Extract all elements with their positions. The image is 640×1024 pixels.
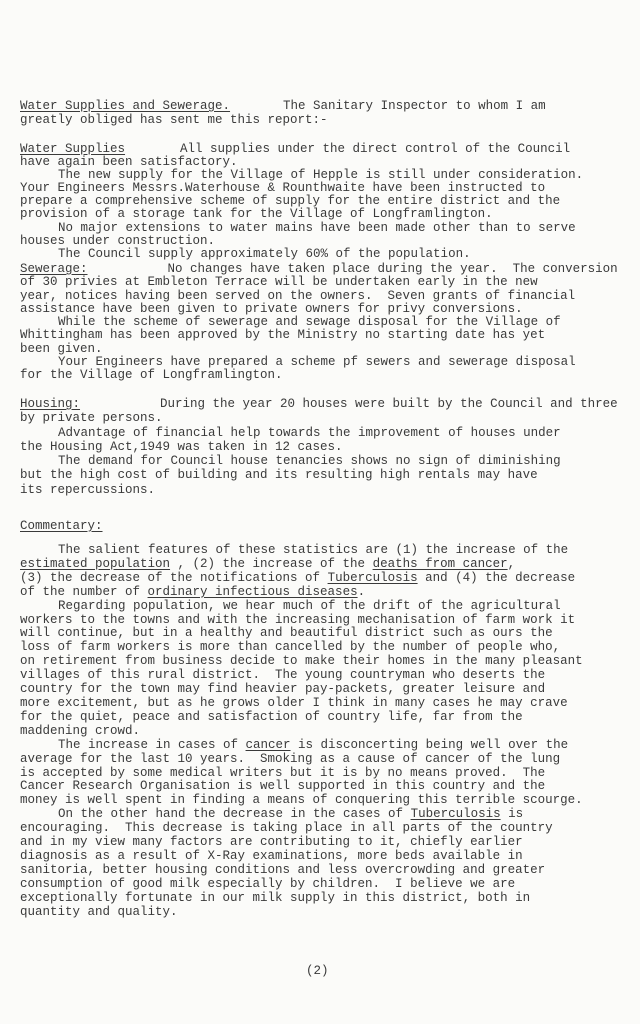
text-span: .: [357, 584, 366, 599]
text-line: [20, 572, 632, 586]
section-heading: Housing:: [20, 397, 81, 411]
text-line: The Sanitary Inspector to whom I am: [283, 99, 546, 113]
text-line: During the year 20 houses were built by the Council and three: [160, 397, 618, 411]
section-heading: Sewerage:: [20, 262, 88, 276]
text-span: is disconcerting being well over the: [290, 737, 569, 752]
text-line: While the scheme of sewerage and sewage disposal for the Village of: [58, 315, 561, 330]
text-line: average for the last 10 years. Smoking as a cause of cancer of the lung: [20, 751, 561, 766]
text-line: houses under construction.: [20, 233, 216, 248]
text-line: the Housing Act,1949 was taken in 12 cases.: [20, 439, 343, 454]
text-line: loss of farm workers is more than cancelled by the number of people who,: [20, 640, 561, 655]
text-span: The increase in cases of: [58, 737, 246, 752]
text-line: and in my view many factors are contributing to it, chiefly earlier: [20, 835, 523, 850]
underlined-text: ordinary infectious diseases: [147, 584, 358, 599]
underlined-text: Tuberculosis: [327, 570, 418, 585]
text-line: Your Engineers have prepared a scheme pf sewers and sewerage disposal: [58, 355, 576, 370]
text-line: Your Engineers Messrs.Waterhouse & Rounthwaite have been instructed to: [20, 181, 546, 196]
text-line: The demand for Council house tenancies shows no sign of diminishing: [58, 454, 561, 469]
text-line: for the Village of Longframlington.: [20, 368, 283, 383]
text-line: assistance have been given to private owners for privy conversions.: [20, 301, 523, 316]
text-line: diagnosis as a result of X-Ray examinations, more beds available in: [20, 848, 523, 863]
text-line: is accepted by some medical writers but it is by no means proved. The: [20, 765, 546, 780]
page-number: (2): [306, 964, 329, 978]
underlined-text: cancer: [245, 737, 291, 752]
commentary-section: [20, 544, 632, 919]
text-span: is: [500, 807, 524, 822]
text-line: its repercussions.: [20, 482, 156, 497]
text-line: consumption of good milk especially by children. I believe we are: [20, 876, 516, 891]
text-line: The Council supply approximately 60% of the population.: [58, 246, 471, 261]
text-span: (3) the decrease of the notifications of: [20, 570, 328, 585]
text-line: more excitement, but as he grows older I think in many cases he may crave: [20, 695, 568, 710]
text-line: quantity and quality.: [20, 904, 178, 919]
text-line: No changes have taken place during the year. The conversion: [167, 262, 618, 276]
text-line: year, notices having been served on the owners. Seven grants of financial: [20, 288, 576, 303]
text-line: The salient features of these statistics are (1) the increase of the: [58, 543, 569, 557]
intro-section: [20, 100, 632, 127]
text-span: ,: [507, 556, 516, 571]
intro-first-line: [20, 100, 632, 114]
text-line: will continue, but in a healthy and beautiful district such as ours the: [20, 626, 553, 641]
text-line: prepare a comprehensive scheme of supply for the entire district and the: [20, 194, 561, 209]
underlined-text: estimated population: [20, 556, 171, 571]
text-line: exceptionally fortunate in our milk supply in this district, both in: [20, 890, 531, 905]
text-line: maddening crowd.: [20, 723, 141, 738]
text-span: and (4) the decrease: [417, 570, 576, 585]
water-supplies-section: [20, 143, 632, 261]
text-line: for the quiet, peace and satisfaction of country life, far from the: [20, 709, 523, 724]
text-line: have again been satisfactory.: [20, 155, 238, 170]
text-line: but the high cost of building and its resulting high rentals may have: [20, 468, 538, 483]
underlined-text: deaths from cancer: [372, 556, 508, 571]
text-line: The new supply for the Village of Hepple is still under consideration.: [58, 168, 584, 183]
text-line: Cancer Research Organisation is well supported in this country and the: [20, 779, 546, 794]
text-span: , (2) the increase of the: [170, 556, 373, 571]
text-line: by private persons.: [20, 411, 163, 426]
text-span: of the number of: [20, 584, 148, 599]
section-heading: Water Supplies: [20, 142, 126, 156]
text-line: [20, 808, 632, 822]
section-heading: Commentary:: [20, 519, 103, 533]
sewerage-first-line: [20, 263, 632, 276]
housing-section: [20, 397, 632, 497]
text-line: [20, 739, 632, 753]
text-line: Advantage of financial help towards the improvement of houses under: [58, 425, 561, 440]
text-line: provision of a storage tank for the Village of Longframlington.: [20, 207, 493, 222]
text-line: sanitoria, better housing conditions and less overcrowding and greater: [20, 862, 546, 877]
text-line: No major extensions to water mains have been made other than to serve: [58, 220, 576, 235]
text-line: Whittingham has been approved by the Ministry no starting date has yet: [20, 328, 546, 343]
text-line: villages of this rural district. The young countryman who deserts the: [20, 668, 546, 683]
text-line: been given.: [20, 341, 103, 356]
underlined-text: Tuberculosis: [410, 807, 501, 822]
text-line: [20, 586, 632, 600]
text-line: greatly obliged has sent me this report:-: [20, 112, 328, 127]
text-line: money is well spent in finding a means of conquering this terrible scourge.: [20, 793, 583, 808]
text-span: On the other hand the decrease in the cases of: [58, 807, 411, 822]
intro-heading: Water Supplies and Sewerage.: [20, 99, 231, 113]
text-line: All supplies under the direct control of the Council: [180, 142, 571, 156]
housing-first-line: [20, 397, 632, 411]
text-line: on retirement from business decide to make their homes in the many pleasant: [20, 654, 583, 669]
text-line: [20, 558, 632, 572]
text-line: workers to the towns and with the increasing mechanisation of farm work it: [20, 612, 576, 627]
text-line: encouraging. This decrease is taking place in all parts of the country: [20, 821, 553, 836]
text-line: Regarding population, we hear much of the drift of the agricultural: [58, 598, 561, 613]
text-line: country for the town may find heavier pay-packets, greater leisure and: [20, 682, 546, 697]
commentary-heading-block: [20, 519, 632, 533]
text-line: of 30 privies at Embleton Terrace will be undertaken early in the new: [20, 275, 538, 290]
sewerage-section: [20, 263, 632, 383]
